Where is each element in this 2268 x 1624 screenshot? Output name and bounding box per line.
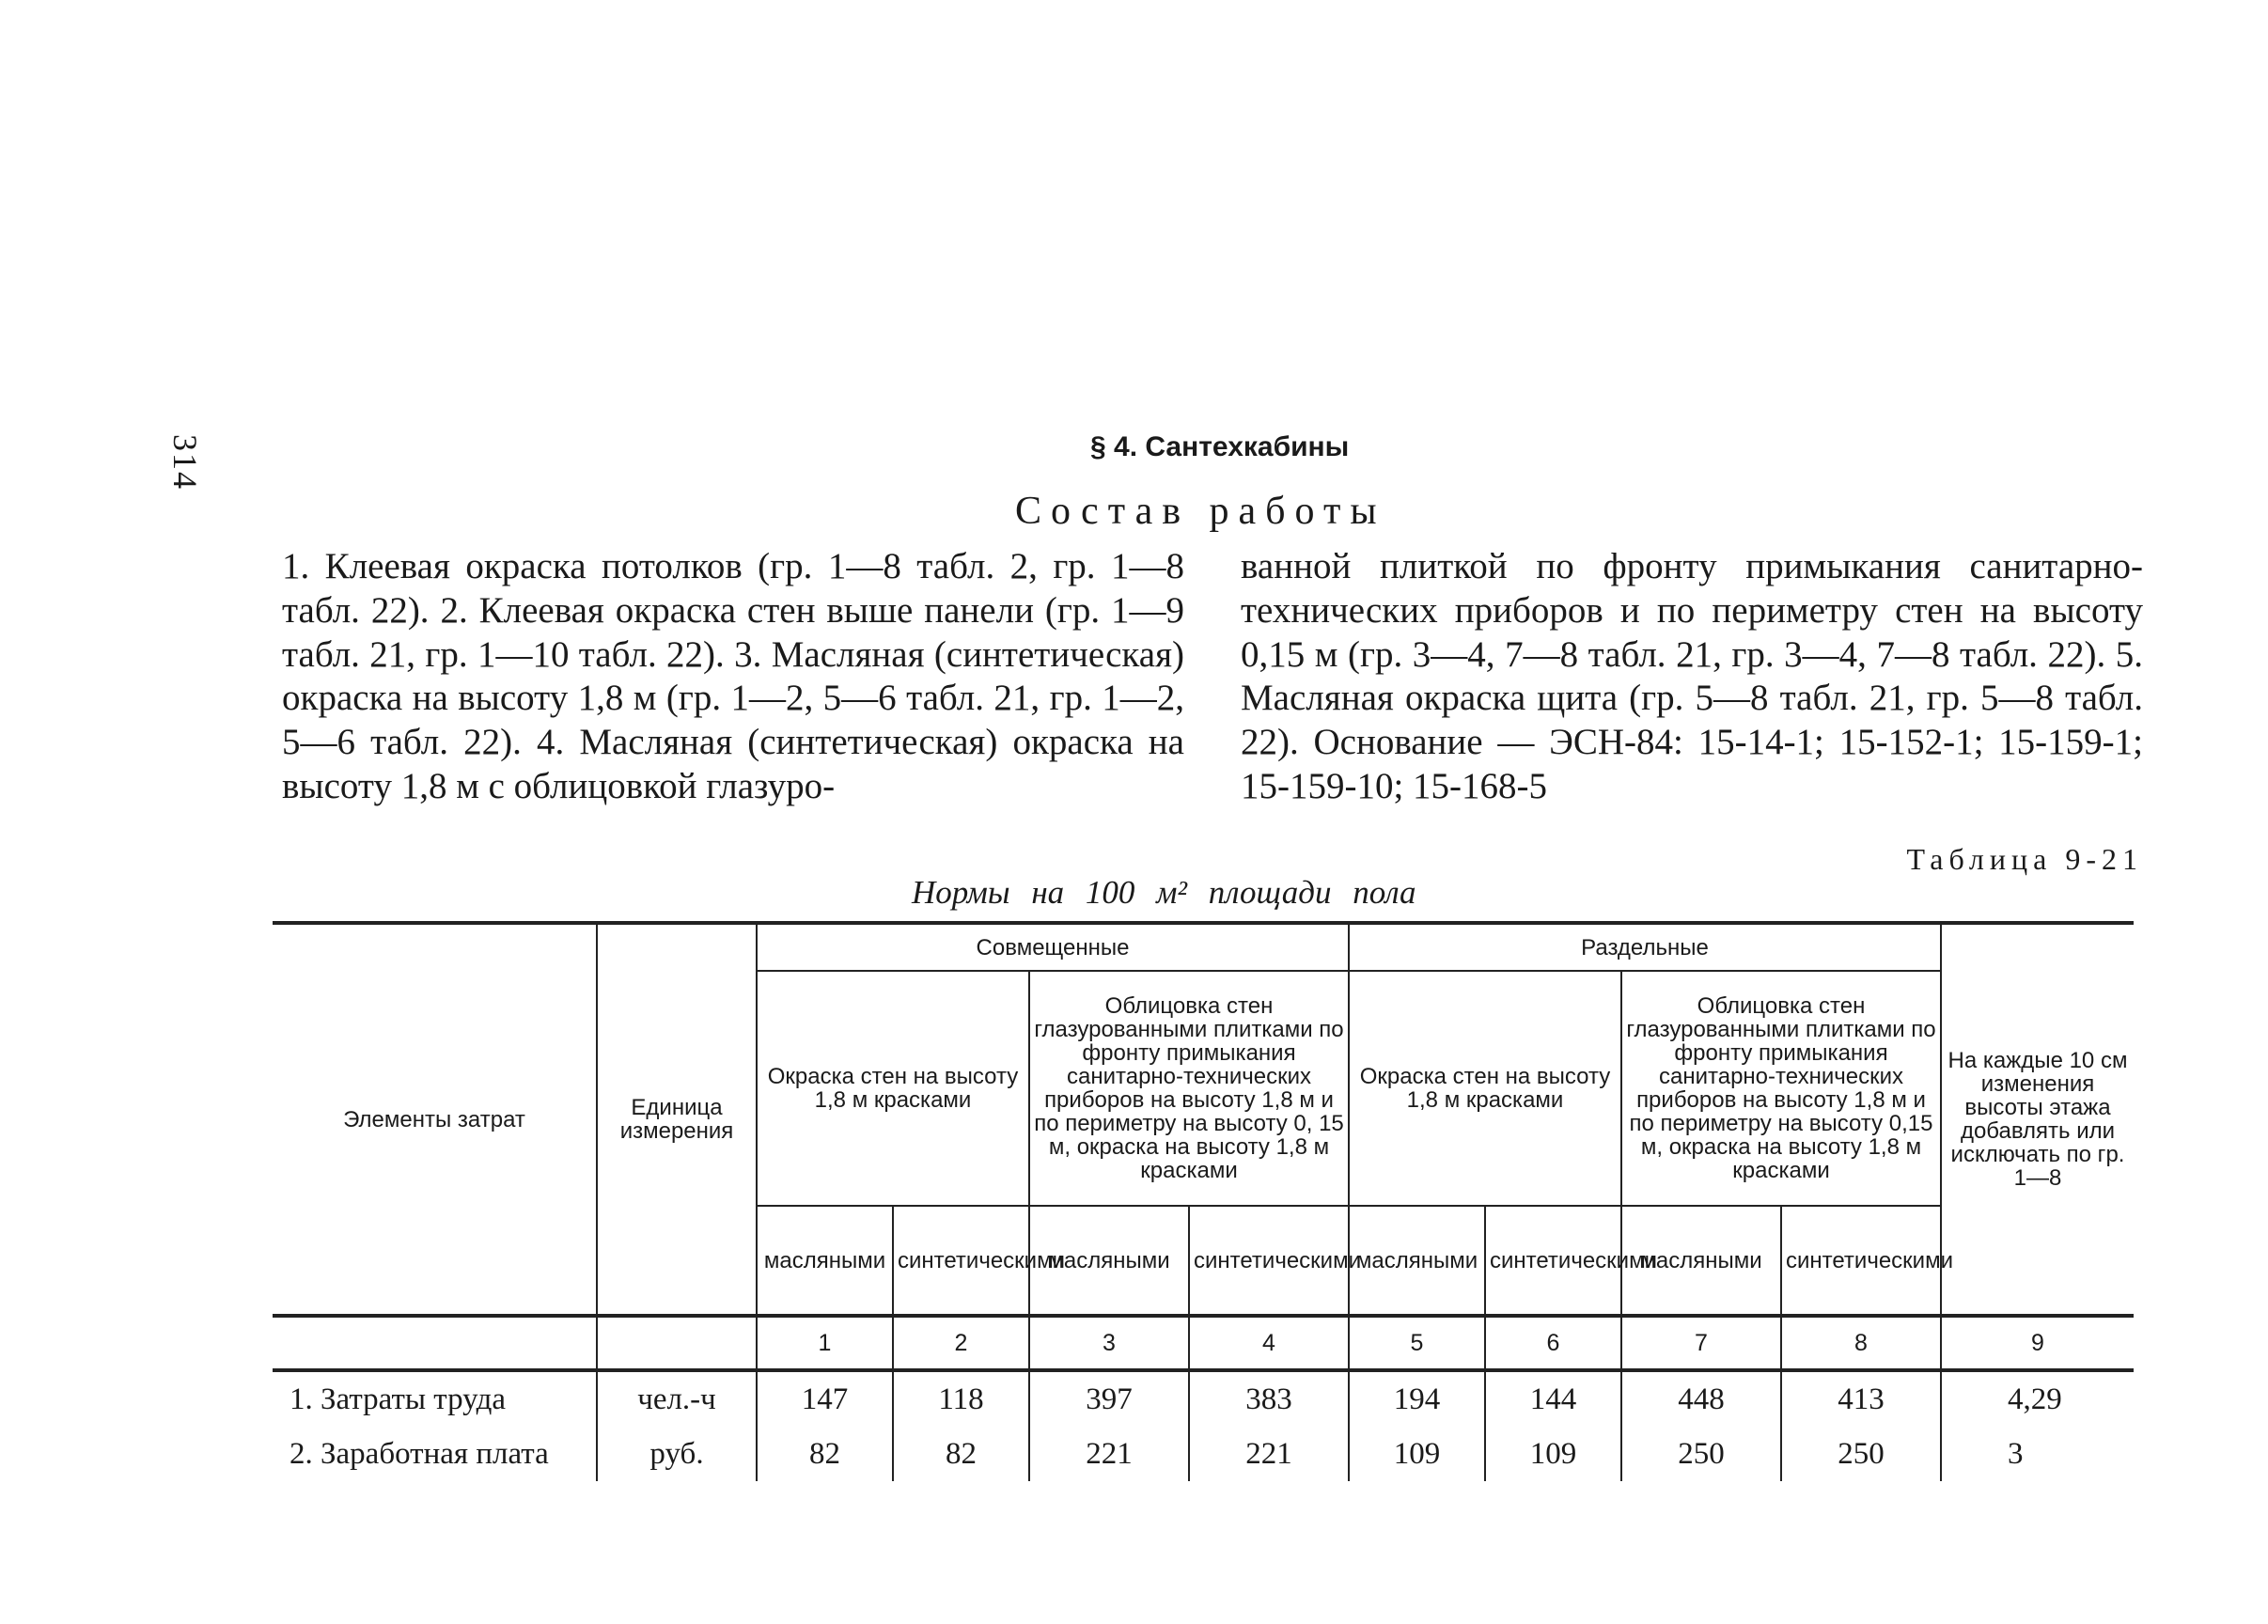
cell-value: 448 bbox=[1621, 1370, 1781, 1427]
work-description-right bbox=[1241, 545, 2143, 809]
header-tile-separate: Облицовка стен глазурованными плитками по фронту примыкания санитарно-технических приборов на высоту 1,8 м и по периметру на высоту 0,15 м, окраска на высоту 1,8 м красками bbox=[1621, 971, 1941, 1206]
work-description-left: 1. Клеевая окраска потолков (гр. 1—8 табл. 2, гр. 1—8 табл. 22). 2. Клеевая окраска стен выше панели (гр. 1—9 табл. 21, гр. 1—10 табл. 22). 3. Масляная (синтетическая) окраска на высоту 1,8 м (гр. 1—2, 5—6 табл. 21, гр. 1—2, 5—6 табл. 22). 4. Масляная (синтетическая) окраска на высоту 1,8 м с облицовкой глазуро- bbox=[282, 546, 1184, 806]
norms-table bbox=[273, 921, 2134, 1481]
work-composition-heading: Состав работы bbox=[1015, 490, 1386, 533]
header-tile-combined: Облицовка стен глазурованными плитками по фронту примыкания санитарно-технических приборов на высоту 1,8 м и по периметру на высоту 0, 15 м, окраска на высоту 1,8 м красками bbox=[1029, 971, 1349, 1206]
cell-value: 109 bbox=[1485, 1427, 1621, 1481]
header-oil-5: масляными bbox=[1349, 1206, 1485, 1316]
column-number: 4 bbox=[1189, 1316, 1349, 1370]
row-unit: чел.-ч bbox=[597, 1370, 757, 1427]
column-number: 8 bbox=[1781, 1316, 1941, 1370]
column-number: 3 bbox=[1029, 1316, 1189, 1370]
cell-value: 109 bbox=[1349, 1427, 1485, 1481]
column-number: 7 bbox=[1621, 1316, 1781, 1370]
basis-reference: Основание — ЭСН-84: 15-14-1; 15-152-1; 15-159-1; 15-159-10; 15-168-5 bbox=[1241, 722, 2143, 806]
norms-caption: Нормы на 100 м² площади пола bbox=[912, 874, 1416, 911]
column-number: 2 bbox=[893, 1316, 1029, 1370]
cell-value: 144 bbox=[1485, 1370, 1621, 1427]
cell-value: 413 bbox=[1781, 1370, 1941, 1427]
work-description-continued: ванной плиткой по фронту примыкания санитарно-технических приборов и по периметру стен на высоту 0,15 м (гр. 3—4, 7—8 табл. 21, гр. 3—4, 7—8 табл. 22). 5. Масляная окраска щита (гр. 5—8 табл. 21, гр. 5—8 табл. 22). bbox=[1241, 546, 2143, 763]
cell-value: 250 bbox=[1621, 1427, 1781, 1481]
header-unit: Единица измерения bbox=[597, 923, 757, 1316]
cell-value: 250 bbox=[1781, 1427, 1941, 1481]
table-row bbox=[273, 1370, 2134, 1427]
header-oil-3: масляными bbox=[1029, 1206, 1189, 1316]
cell-value: 221 bbox=[1029, 1427, 1189, 1481]
header-combined: Совмещенные bbox=[757, 923, 1349, 971]
cell-value: 147 bbox=[757, 1370, 893, 1427]
header-paint-separate: Окраска стен на высоту 1,8 м красками bbox=[1349, 971, 1621, 1206]
header-synth-2: синтетическими bbox=[893, 1206, 1029, 1316]
header-separate: Раздельные bbox=[1349, 923, 1941, 971]
column-number-row bbox=[273, 1316, 2134, 1370]
row-element: 2. Заработная плата bbox=[273, 1427, 597, 1481]
table-label: Таблица 9-21 bbox=[1906, 842, 2143, 876]
cell-value: 383 bbox=[1189, 1370, 1349, 1427]
row-unit: руб. bbox=[597, 1427, 757, 1481]
header-synth-8: синтетическими bbox=[1781, 1206, 1941, 1316]
table-row bbox=[273, 1427, 2134, 1481]
header-synth-6: синтетическими bbox=[1485, 1206, 1621, 1316]
cell-value: 4,29 bbox=[1941, 1370, 2134, 1427]
cell-value: 194 bbox=[1349, 1370, 1485, 1427]
page-number: 314 bbox=[166, 434, 204, 491]
cell-value: 82 bbox=[757, 1427, 893, 1481]
column-number: 9 bbox=[1941, 1316, 2134, 1370]
column-number: 5 bbox=[1349, 1316, 1485, 1370]
cell-value: 82 bbox=[893, 1427, 1029, 1481]
header-synth-4: синтетическими bbox=[1189, 1206, 1349, 1316]
row-element: 1. Затраты труда bbox=[273, 1370, 597, 1427]
header-elements: Элементы затрат bbox=[273, 923, 597, 1316]
header-oil-1: масляными bbox=[757, 1206, 893, 1316]
column-number: 6 bbox=[1485, 1316, 1621, 1370]
cell-value: 397 bbox=[1029, 1370, 1189, 1427]
section-title: § 4. Сантехкабины bbox=[1090, 431, 1350, 462]
header-extra: На каждые 10 см изменения высоты этажа добавлять или исключать по гр. 1—8 bbox=[1941, 923, 2134, 1316]
header-oil-7: масляными bbox=[1621, 1206, 1781, 1316]
header-paint-combined: Окраска стен на высоту 1,8 м красками bbox=[757, 971, 1029, 1206]
cell-value: 118 bbox=[893, 1370, 1029, 1427]
cell-value: 221 bbox=[1189, 1427, 1349, 1481]
cell-value: 3 bbox=[1941, 1427, 2134, 1481]
column-number: 1 bbox=[757, 1316, 893, 1370]
